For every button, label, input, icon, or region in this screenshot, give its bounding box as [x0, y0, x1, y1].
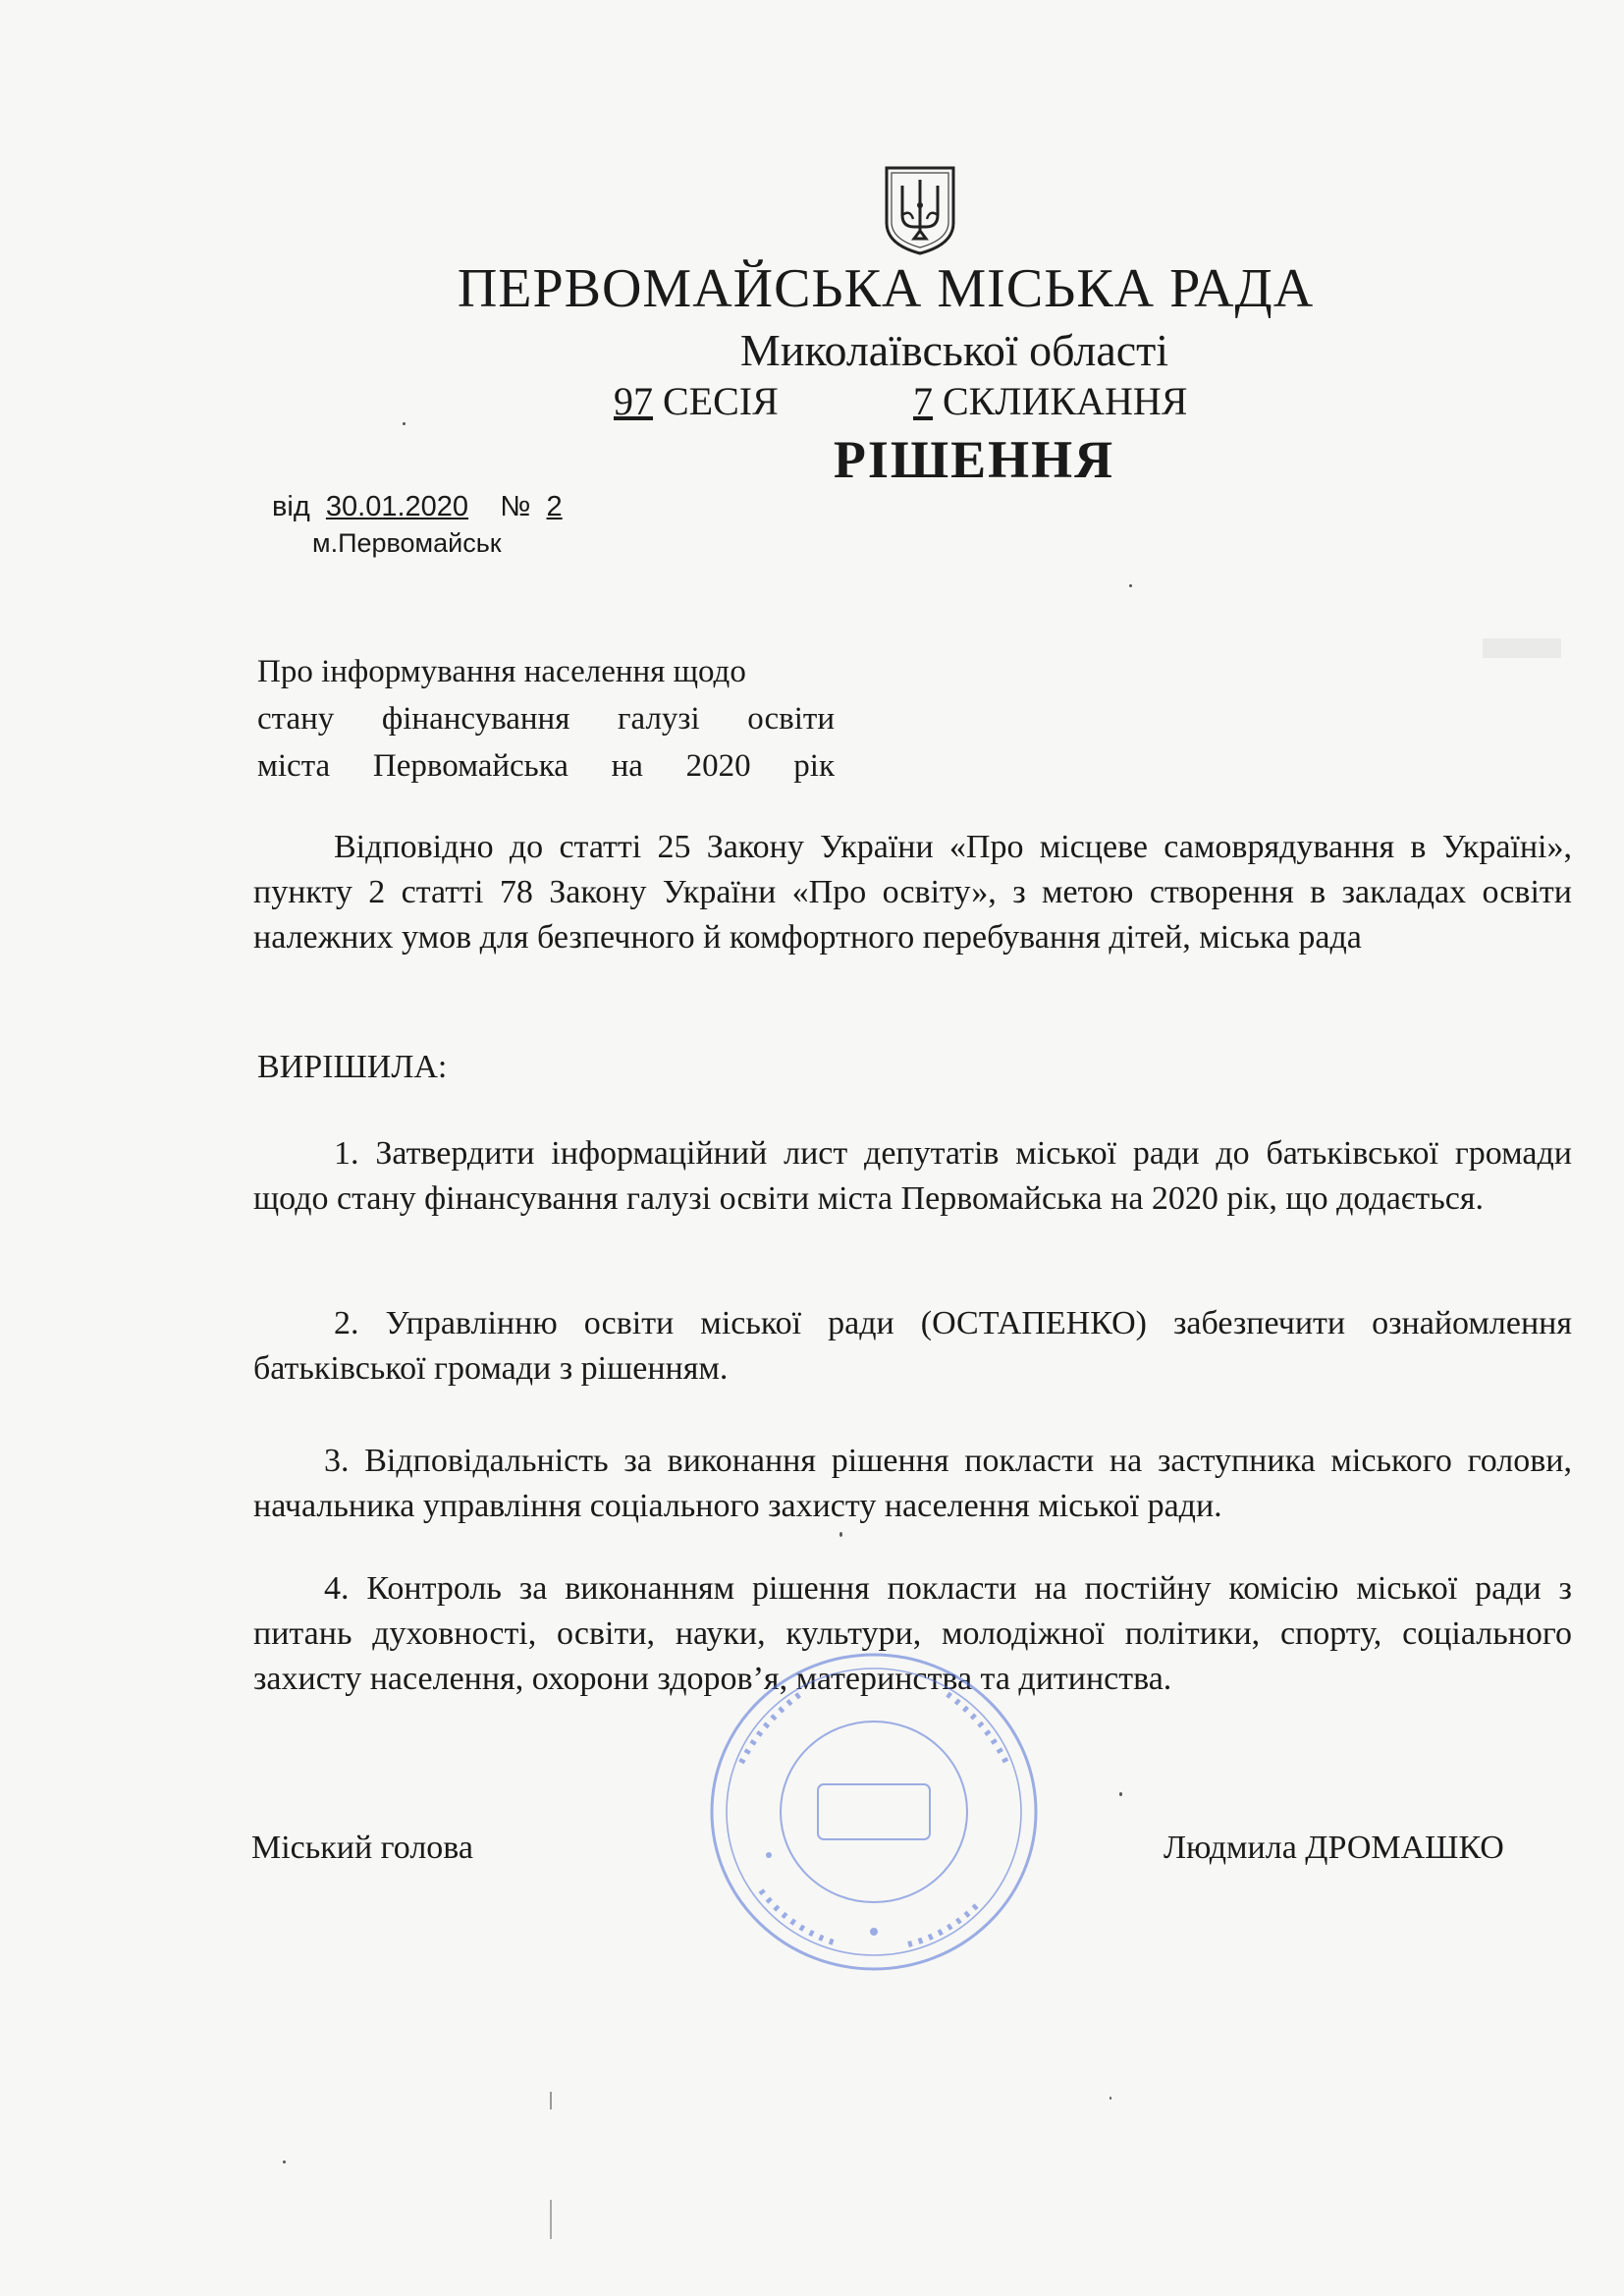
resolution-item-3: 3. Відповідальність за виконання рішення покласти на заступника міського голови, начальника управління соціального захисту населення міської ради.: [253, 1443, 1572, 1524]
document-type: РІШЕННЯ: [833, 430, 1115, 489]
resolved-heading: ВИРІШИЛА:: [257, 1049, 448, 1085]
decision-number: 2: [546, 491, 563, 522]
scan-speck: [550, 2092, 552, 2109]
session-number: 97: [614, 379, 653, 423]
preamble-paragraph: Відповідно до статті 25 Закону України «Про місцеве самоврядування в Україні», пункту 2 статті 78 Закону України «Про освіту», з метою створення в закладах освіти належних умов для безпечного й комфортного перебування дітей, міська рада: [253, 829, 1572, 956]
scan-speck: [550, 2200, 552, 2239]
council-title: ПЕРВОМАЙСЬКА МІСЬКА РАДА: [457, 258, 1315, 319]
trident-coat-of-arms-icon: [881, 162, 959, 256]
city-name: м.Первомайськ: [312, 528, 502, 558]
date-number-line: [272, 491, 563, 523]
resolution-item-2: 2. Управлінню освіти міської ради (ОСТАПЕНКО) забезпечити ознайомлення батьківської громади з рішенням.: [253, 1305, 1572, 1387]
number-label: №: [500, 491, 531, 522]
signature-name: Людмила ДРОМАШКО: [1164, 1830, 1504, 1866]
region-title: Миколаївської області: [739, 325, 1169, 375]
scan-speck: [403, 422, 406, 425]
signature-position: Міський голова: [251, 1830, 473, 1866]
convocation-label: СКЛИКАННЯ: [943, 379, 1188, 423]
session-line: [614, 378, 779, 424]
subject-line: стану фінансування галузі освіти: [257, 701, 835, 737]
decision-date: 30.01.2020: [325, 491, 469, 522]
scan-speck: [1119, 1792, 1122, 1796]
scan-speck: [839, 1532, 842, 1537]
from-label: від: [272, 491, 310, 522]
bleed-through-mark: [1483, 638, 1561, 658]
scan-speck: [1110, 2097, 1111, 2100]
scan-speck: [283, 2160, 286, 2163]
official-stamp: [702, 1645, 1046, 1979]
resolution-item-4: 4. Контроль за виконанням рішення покласти на постійну комісію міської ради з питань духовності, освіти, науки, культури, молодіжної політики, спорту, соціального захисту населення, охорони здоров’я, материнства та дитинства.: [253, 1570, 1572, 1697]
scan-speck: [1129, 584, 1132, 587]
resolution-item-1: 1. Затвердити інформаційний лист депутатів міської ради до батьківської громади щодо стану фінансування галузі освіти міста Первомайська на 2020 рік, що додається.: [253, 1135, 1572, 1217]
convocation-number: 7: [913, 379, 933, 423]
session-label: СЕСІЯ: [663, 379, 779, 423]
subject-line: міста Первомайська на 2020 рік: [257, 748, 835, 784]
subject-block: [257, 648, 846, 790]
convocation-line: [913, 378, 1187, 424]
subject-line: Про інформування населення щодо: [257, 654, 746, 689]
